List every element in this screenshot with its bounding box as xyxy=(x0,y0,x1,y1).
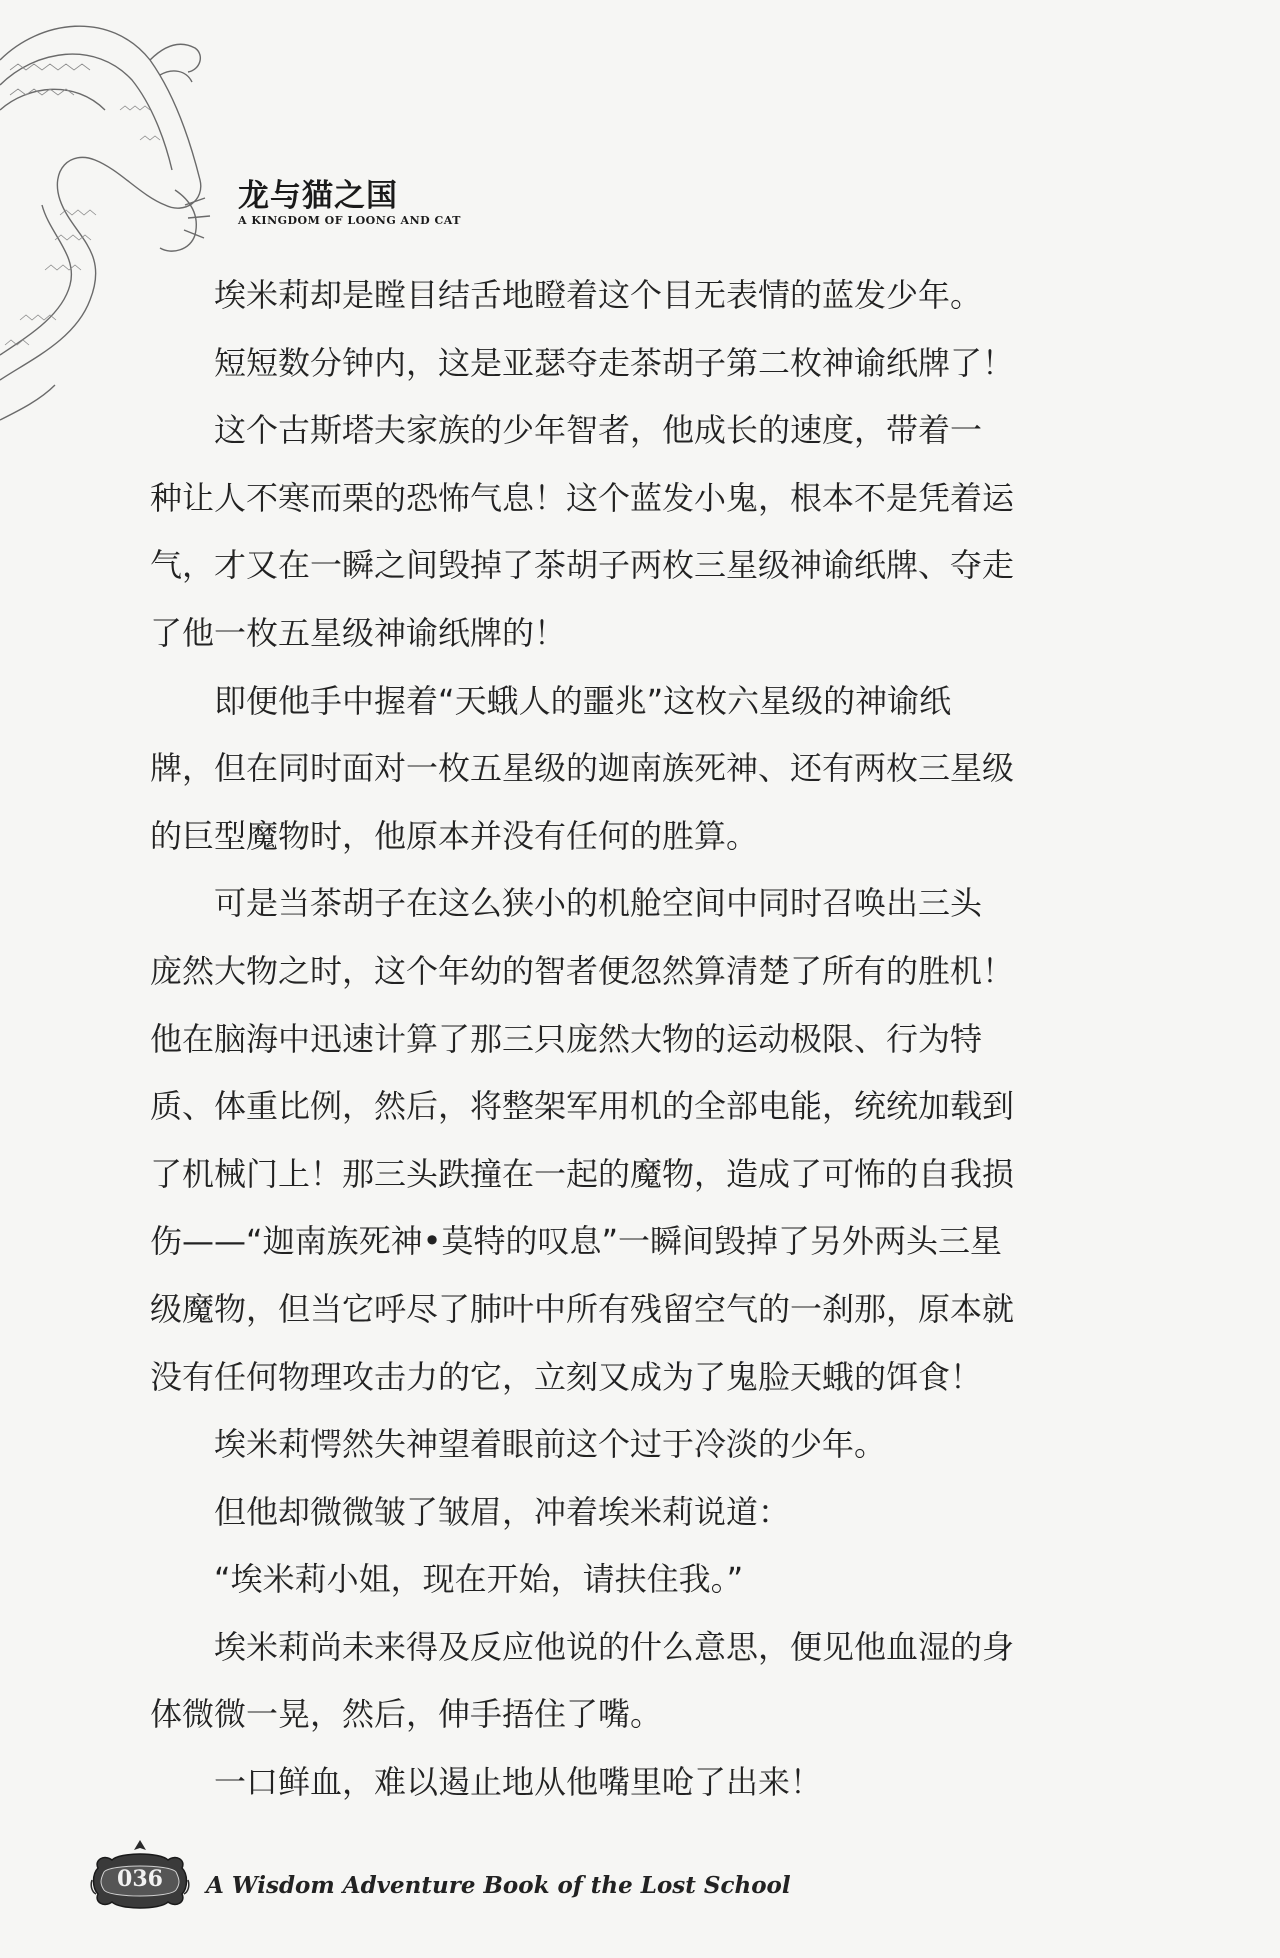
text-line: 这个古斯塔夫家族的少年智者，他成长的速度，带着一 xyxy=(150,411,983,450)
text-line: 种让人不寒而栗的恐怖气息！这个蓝发小鬼，根本不是凭着运 xyxy=(150,478,1015,517)
running-header xyxy=(238,178,461,228)
text-line: 庞然大物之时，这个年幼的智者便忽然算清楚了所有的胜机！ xyxy=(150,951,1015,990)
text-line: “埃米莉小姐，现在开始，请扶住我。” xyxy=(150,1560,744,1599)
text-line: 伤——“迦南族死神•莫特的叹息”一瞬间毁掉了另外两头三星 xyxy=(150,1222,1003,1261)
book-title: 龙与猫之国 xyxy=(238,178,398,214)
text-line: 埃米莉尚未来得及反应他说的什么意思，便见他血湿的身 xyxy=(150,1627,1015,1666)
text-line: 短短数分钟内，这是亚瑟夺走茶胡子第二枚神谕纸牌了！ xyxy=(150,343,1015,382)
page-number: 036 xyxy=(117,1866,163,1892)
text-line: 但他却微微皱了皱眉，冲着埃米莉说道： xyxy=(150,1492,791,1531)
book-subtitle: A KINGDOM OF LOONG AND CAT xyxy=(238,214,461,227)
text-line: 埃米莉愕然失神望着眼前这个过于冷淡的少年。 xyxy=(150,1425,887,1464)
text-line: 了机械门上！那三头跌撞在一起的魔物，造成了可怖的自我损 xyxy=(150,1154,1015,1193)
text-line: 一口鲜血，难以遏止地从他嘴里呛了出来！ xyxy=(150,1763,823,1802)
text-line: 即便他手中握着“天蛾人的噩兆”这枚六星级的神谕纸 xyxy=(150,681,952,720)
text-line: 体微微一晃，然后，伸手捂住了嘴。 xyxy=(150,1695,663,1734)
series-title: A Wisdom Adventure Book of the Lost School xyxy=(206,1872,791,1899)
text-line: 质、体重比例，然后，将整架军用机的全部电能，统统加载到 xyxy=(150,1087,1015,1126)
body-text xyxy=(150,262,1150,1817)
text-line: 没有任何物理攻击力的它，立刻又成为了鬼脸天蛾的饵食！ xyxy=(150,1357,983,1396)
text-line: 气，才又在一瞬之间毁掉了茶胡子两枚三星级神谕纸牌、夺走 xyxy=(150,546,1015,585)
text-line: 牌，但在同时面对一枚五星级的迦南族死神、还有两枚三星级 xyxy=(150,749,1015,788)
text-line: 可是当茶胡子在这么狭小的机舱空间中同时召唤出三头 xyxy=(150,884,983,923)
running-footer xyxy=(90,1838,1090,1918)
text-line: 的巨型魔物时，他原本并没有任何的胜算。 xyxy=(150,816,759,855)
text-line: 了他一枚五星级神谕纸牌的！ xyxy=(150,613,567,652)
text-line: 级魔物，但当它呼尽了肺叶中所有残留空气的一刹那，原本就 xyxy=(150,1289,1015,1328)
text-line: 他在脑海中迅速计算了那三只庞然大物的运动极限、行为特 xyxy=(150,1019,983,1058)
text-line: 埃米莉却是瞠目结舌地瞪着这个目无表情的蓝发少年。 xyxy=(150,276,983,314)
